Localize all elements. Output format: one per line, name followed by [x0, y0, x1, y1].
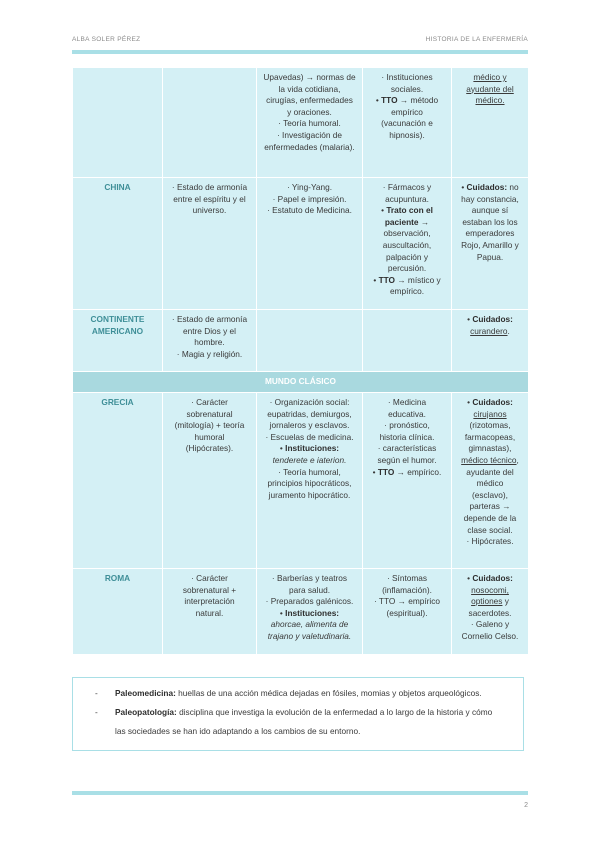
cell-care: • Cuidados: cirujanos (rizotomas, farmacopeas, gimnastas), médico técnico, ayudante del médico (esclavo), parteras → depende de la clase social. · Hipócrates. [452, 393, 529, 569]
row-heading-grecia: GRECIA [73, 393, 163, 569]
table-row [73, 178, 529, 310]
cell-medicine: · Síntomas (inflamación). · TTO → empírico (espiritual). [363, 569, 452, 655]
cell-care: • Cuidados: curandero. [452, 310, 529, 372]
row-heading-america: CONTINENTE AMERICANO [73, 310, 163, 372]
cell-care: • Cuidados: nosocomi, optiones y sacerdotes. · Galeno y Cornelio Celso. [452, 569, 529, 655]
footer-rule [72, 791, 528, 795]
history-table [72, 67, 529, 655]
cell-organization: · Ying-Yang. · Papel e impresión. · Estatuto de Medicina. [257, 178, 363, 310]
section-row [73, 372, 529, 393]
header-rule [72, 50, 528, 54]
cell-belief: · Estado de armonía entre Dios y el hombre. · Magia y religión. [163, 310, 257, 372]
definition-item: - Paleopatología: disciplina que investiga la evolución de la enfermedad a lo largo de la historia y cómo las sociedades se han ido adaptando a los cambios de su entorno. [95, 707, 493, 736]
table-row [73, 569, 529, 655]
cell-empty [163, 68, 257, 178]
cell-belief: · Carácter sobrenatural (mitología) + teoría humoral (Hipócrates). [163, 393, 257, 569]
section-title: MUNDO CLÁSICO [73, 372, 529, 393]
cell-organization: · Organización social: eupatridas, demiurgos, jornaleros y esclavos. · Escuelas de medicina. • Instituciones: tenderete e iaterion. · Teoría humoral, principios hipocráticos, juramento hipocrático. [257, 393, 363, 569]
cell-medicine: · Fármacos y acupuntura. • Trato con el paciente → observación, auscultación, palpación y percusión. • TTO → místico y empírico. [363, 178, 452, 310]
definition-item: - Paleomedicina: huellas de una acción médica dejadas en fósiles, momias y objetos arqueológicos. [95, 688, 482, 698]
header-subject: HISTORIA DE LA ENFERMERÍA [425, 36, 528, 43]
cell-organization: Upavedas) → normas de la vida cotidiana, cirugías, enfermedades y oraciones. · Teoría humoral. · Investigación de enfermedades (malaria). [257, 68, 363, 178]
cell-empty [257, 310, 363, 372]
header-author: ALBA SOLER PÉREZ [72, 36, 141, 43]
table-row [73, 393, 529, 569]
page-number: 2 [524, 802, 528, 809]
row-heading-roma: ROMA [73, 569, 163, 655]
cell-care: médico y ayudante del médico. [452, 68, 529, 178]
table-row [73, 310, 529, 372]
cell-empty [363, 310, 452, 372]
cell-organization: · Barberías y teatros para salud. · Preparados galénicos. • Instituciones: ahorcae, alimenta de trajano y valetudinaria. [257, 569, 363, 655]
cell-empty [73, 68, 163, 178]
cell-medicine: · Instituciones sociales. • TTO → método empírico (vacunación e hipnosis). [363, 68, 452, 178]
cell-belief: · Carácter sobrenatural + interpretación natural. [163, 569, 257, 655]
cell-belief: · Estado de armonía entre el espíritu y el universo. [163, 178, 257, 310]
cell-medicine: · Medicina educativa. · pronóstico, historia clínica. · características según el humor. • TTO → empírico. [363, 393, 452, 569]
table-row [73, 68, 529, 178]
definitions-box [72, 677, 524, 751]
row-heading-china: CHINA [73, 178, 163, 310]
cell-care: • Cuidados: no hay constancia, aunque sí estaban los los emperadores Rojo, Amarillo y Papua. [452, 178, 529, 310]
